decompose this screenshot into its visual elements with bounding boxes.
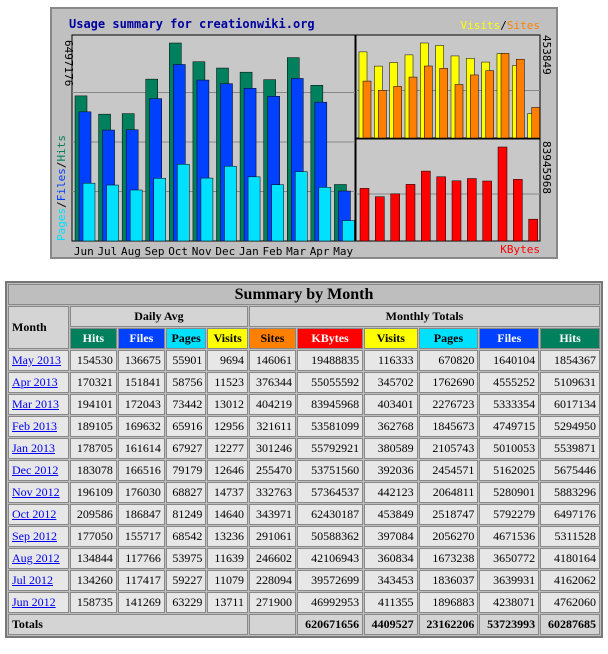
table-row <box>8 372 600 393</box>
legend-hits: Hits <box>55 135 68 162</box>
value-cell: 291061 <box>249 526 296 547</box>
value-cell: 68542 <box>166 526 207 547</box>
value-cell: 1854367 <box>540 350 600 371</box>
value-cell: 392036 <box>364 460 417 481</box>
bar-pages-mar <box>295 172 307 241</box>
value-cell: 4555252 <box>479 372 539 393</box>
total-cell: 620671656 <box>297 614 363 635</box>
legend-separator: / <box>500 19 507 32</box>
table-row <box>8 460 600 481</box>
value-cell: 4749715 <box>479 416 539 437</box>
monthly-col-kbytes: KBytes <box>297 328 363 349</box>
daily-avg-header: Daily Avg <box>70 306 248 327</box>
hits-files-pages-plot <box>72 35 355 257</box>
value-cell: 46992953 <box>297 592 363 613</box>
value-cell: 1845673 <box>419 416 479 437</box>
table-row <box>8 504 600 525</box>
value-cell: 4671536 <box>479 526 539 547</box>
value-cell: 117766 <box>118 548 165 569</box>
value-cell: 1896883 <box>419 592 479 613</box>
left-max-label: 6497176 <box>62 40 75 87</box>
value-cell: 246602 <box>249 548 296 569</box>
value-cell: 4180164 <box>540 548 600 569</box>
bar-kbytes-apr <box>513 179 522 241</box>
value-cell: 59227 <box>166 570 207 591</box>
value-cell: 154530 <box>70 350 117 371</box>
value-cell: 196109 <box>70 482 117 503</box>
month-link[interactable]: May 2013 <box>12 353 61 367</box>
month-link[interactable]: Apr 2013 <box>12 375 58 389</box>
month-link[interactable]: Feb 2013 <box>12 419 57 433</box>
bar-kbytes-nov <box>437 177 446 241</box>
monthly-col-visits: Visits <box>364 328 417 349</box>
value-cell: 146061 <box>249 350 296 371</box>
table-row <box>8 548 600 569</box>
value-cell: 3639931 <box>479 570 539 591</box>
legend-hits-files-pages <box>55 135 68 241</box>
value-cell: 83945968 <box>297 394 363 415</box>
value-cell: 5010053 <box>479 438 539 459</box>
value-cell: 183078 <box>70 460 117 481</box>
bar-kbytes-jan <box>467 179 476 241</box>
value-cell: 116333 <box>364 350 417 371</box>
x-tick-may: May <box>333 245 354 257</box>
value-cell: 42106943 <box>297 548 363 569</box>
bar-sites-jul <box>378 90 386 138</box>
value-cell: 166516 <box>118 460 165 481</box>
value-cell: 55901 <box>166 350 207 371</box>
bar-sites-jan <box>470 75 478 138</box>
value-cell: 14640 <box>207 504 248 525</box>
value-cell: 321611 <box>249 416 296 437</box>
bar-pages-jun <box>83 183 95 241</box>
value-cell: 5883296 <box>540 482 600 503</box>
value-cell: 5294950 <box>540 416 600 437</box>
value-cell: 5792279 <box>479 504 539 525</box>
month-cell <box>8 372 69 393</box>
legend-kbytes: KBytes <box>500 243 540 256</box>
value-cell: 301246 <box>249 438 296 459</box>
kbytes-max-label: 83945968 <box>540 141 553 194</box>
value-cell: 1673238 <box>419 548 479 569</box>
value-cell: 1640104 <box>479 350 539 371</box>
bar-sites-may <box>532 107 540 138</box>
value-cell: 161614 <box>118 438 165 459</box>
x-tick-jun: Jun <box>73 245 94 257</box>
bar-sites-jun <box>363 81 371 138</box>
table-row <box>8 592 600 613</box>
value-cell: 4238071 <box>479 592 539 613</box>
value-cell: 79179 <box>166 460 207 481</box>
x-tick-nov: Nov <box>191 245 212 257</box>
bar-pages-jan <box>248 177 260 241</box>
month-cell <box>8 394 69 415</box>
legend-visits-sites <box>461 19 541 32</box>
value-cell: 170321 <box>70 372 117 393</box>
bar-kbytes-oct <box>421 171 430 241</box>
monthly-col-pages: Pages <box>419 328 479 349</box>
bar-kbytes-dec <box>452 181 461 241</box>
summary-table-wrap <box>5 281 603 638</box>
value-cell: 186847 <box>118 504 165 525</box>
value-cell: 404219 <box>249 394 296 415</box>
x-tick-jan: Jan <box>238 245 259 257</box>
bar-pages-may <box>342 221 354 241</box>
month-link[interactable]: Jul 2012 <box>12 573 54 587</box>
value-cell: 209586 <box>70 504 117 525</box>
bar-kbytes-mar <box>498 147 507 241</box>
bar-sites-aug <box>394 86 402 138</box>
value-cell: 67927 <box>166 438 207 459</box>
value-cell: 141269 <box>118 592 165 613</box>
value-cell: 2064811 <box>419 482 479 503</box>
value-cell: 9694 <box>207 350 248 371</box>
table-row <box>8 482 600 503</box>
legend-sites: Sites <box>506 19 540 32</box>
value-cell: 172043 <box>118 394 165 415</box>
value-cell: 176030 <box>118 482 165 503</box>
bar-sites-dec <box>455 85 463 138</box>
value-cell: 55055592 <box>297 372 363 393</box>
value-cell: 55792921 <box>297 438 363 459</box>
bar-pages-jul <box>107 185 119 241</box>
total-cell: 60287685 <box>540 614 600 635</box>
value-cell: 5162025 <box>479 460 539 481</box>
month-cell <box>8 526 69 547</box>
value-cell: 271900 <box>249 592 296 613</box>
x-tick-feb: Feb <box>262 245 283 257</box>
value-cell: 13236 <box>207 526 248 547</box>
value-cell: 3650772 <box>479 548 539 569</box>
x-tick-jul: Jul <box>97 245 118 257</box>
value-cell: 39572699 <box>297 570 363 591</box>
month-cell <box>8 548 69 569</box>
value-cell: 4162062 <box>540 570 600 591</box>
value-cell: 136675 <box>118 350 165 371</box>
totals-row <box>8 614 600 635</box>
totals-sites-blank <box>249 614 296 635</box>
value-cell: 134260 <box>70 570 117 591</box>
table-row <box>8 570 600 591</box>
value-cell: 12277 <box>207 438 248 459</box>
value-cell: 158735 <box>70 592 117 613</box>
x-tick-dec: Dec <box>215 245 236 257</box>
month-link[interactable]: Oct 2012 <box>12 507 57 521</box>
value-cell: 117417 <box>118 570 165 591</box>
value-cell: 376344 <box>249 372 296 393</box>
value-cell: 134844 <box>70 548 117 569</box>
month-link[interactable]: Aug 2012 <box>12 551 60 565</box>
value-cell: 403401 <box>364 394 417 415</box>
daily-col-pages: Pages <box>166 328 207 349</box>
value-cell: 11523 <box>207 372 248 393</box>
bar-pages-sep <box>154 178 166 241</box>
value-cell: 670820 <box>419 350 479 371</box>
daily-col-visits: Visits <box>207 328 248 349</box>
value-cell: 63229 <box>166 592 207 613</box>
value-cell: 11079 <box>207 570 248 591</box>
value-cell: 1762690 <box>419 372 479 393</box>
value-cell: 5280901 <box>479 482 539 503</box>
bar-kbytes-may <box>529 219 538 241</box>
bar-kbytes-jul <box>375 197 384 241</box>
total-cell: 53723993 <box>479 614 539 635</box>
legend-pages: Pages <box>55 207 68 241</box>
table-row <box>8 526 600 547</box>
month-cell <box>8 350 69 371</box>
value-cell: 65916 <box>166 416 207 437</box>
daily-col-files: Files <box>118 328 165 349</box>
usage-graph <box>52 9 556 257</box>
value-cell: 5311528 <box>540 526 600 547</box>
bar-sites-oct <box>424 66 432 138</box>
value-cell: 1836037 <box>419 570 479 591</box>
monthly-totals-header: Monthly Totals <box>249 306 600 327</box>
usage-graph-panel <box>50 7 558 259</box>
value-cell: 81249 <box>166 504 207 525</box>
value-cell: 6497176 <box>540 504 600 525</box>
totals-label: Totals <box>8 614 248 635</box>
value-cell: 5333354 <box>479 394 539 415</box>
summary-by-month-table <box>5 281 603 638</box>
month-cell <box>8 592 69 613</box>
bar-pages-apr <box>319 187 331 241</box>
value-cell: 14737 <box>207 482 248 503</box>
legend-visits: Visits <box>460 19 501 32</box>
bar-sites-feb <box>486 71 494 138</box>
month-cell <box>8 416 69 437</box>
value-cell: 362768 <box>364 416 417 437</box>
value-cell: 380589 <box>364 438 417 459</box>
value-cell: 12956 <box>207 416 248 437</box>
value-cell: 169632 <box>118 416 165 437</box>
month-link[interactable]: Sep 2012 <box>12 529 57 543</box>
month-cell <box>8 482 69 503</box>
bar-kbytes-feb <box>483 181 492 241</box>
value-cell: 2276723 <box>419 394 479 415</box>
value-cell: 453849 <box>364 504 417 525</box>
value-cell: 57364537 <box>297 482 363 503</box>
value-cell: 2518747 <box>419 504 479 525</box>
month-link[interactable]: Dec 2012 <box>12 463 59 477</box>
value-cell: 343453 <box>364 570 417 591</box>
value-cell: 343971 <box>249 504 296 525</box>
month-cell <box>8 438 69 459</box>
value-cell: 5675446 <box>540 460 600 481</box>
value-cell: 360834 <box>364 548 417 569</box>
summary-body <box>8 350 600 613</box>
value-cell: 13012 <box>207 394 248 415</box>
visits-max-label: 453849 <box>540 35 553 75</box>
x-tick-oct: Oct <box>168 245 189 257</box>
value-cell: 12646 <box>207 460 248 481</box>
monthly-col-files: Files <box>479 328 539 349</box>
bar-pages-dec <box>225 166 237 241</box>
value-cell: 345702 <box>364 372 417 393</box>
value-cell: 151841 <box>118 372 165 393</box>
kbytes-plot <box>356 139 540 241</box>
value-cell: 53975 <box>166 548 207 569</box>
value-cell: 2056270 <box>419 526 479 547</box>
bar-sites-mar <box>501 53 509 138</box>
month-link[interactable]: Nov 2012 <box>12 485 60 499</box>
value-cell: 19488835 <box>297 350 363 371</box>
value-cell: 62430187 <box>297 504 363 525</box>
daily-col-hits: Hits <box>70 328 117 349</box>
month-link[interactable]: Jun 2012 <box>12 595 56 609</box>
x-tick-sep: Sep <box>144 245 165 257</box>
month-cell <box>8 504 69 525</box>
graph-title: Usage summary for creationwiki.org <box>69 17 315 31</box>
table-row <box>8 394 600 415</box>
month-header: Month <box>8 306 69 349</box>
legend-files: Files <box>55 168 68 202</box>
value-cell: 5539871 <box>540 438 600 459</box>
monthly-col-hits: Hits <box>540 328 600 349</box>
x-tick-mar: Mar <box>286 245 306 257</box>
value-cell: 50588362 <box>297 526 363 547</box>
monthly-col-sites: Sites <box>249 328 296 349</box>
value-cell: 2454571 <box>419 460 479 481</box>
value-cell: 397084 <box>364 526 417 547</box>
column-header-row <box>8 328 600 349</box>
value-cell: 194101 <box>70 394 117 415</box>
bar-kbytes-sep <box>406 184 415 241</box>
table-title: Summary by Month <box>8 284 600 305</box>
value-cell: 411355 <box>364 592 417 613</box>
legend-sep-1: / <box>55 201 68 208</box>
value-cell: 68827 <box>166 482 207 503</box>
value-cell: 189105 <box>70 416 117 437</box>
x-tick-aug: Aug <box>121 245 141 257</box>
bar-pages-oct <box>177 164 189 241</box>
legend-sep-2: / <box>55 161 68 169</box>
month-link[interactable]: Mar 2013 <box>12 397 59 411</box>
value-cell: 5109631 <box>540 372 600 393</box>
table-row <box>8 416 600 437</box>
total-cell: 23162206 <box>419 614 479 635</box>
value-cell: 53581099 <box>297 416 363 437</box>
value-cell: 13711 <box>207 592 248 613</box>
bar-pages-aug <box>130 190 142 241</box>
value-cell: 6017134 <box>540 394 600 415</box>
value-cell: 228094 <box>249 570 296 591</box>
bar-pages-feb <box>272 185 284 241</box>
value-cell: 11639 <box>207 548 248 569</box>
bar-kbytes-jun <box>360 188 369 241</box>
month-cell <box>8 460 69 481</box>
value-cell: 332763 <box>249 482 296 503</box>
bar-sites-apr <box>516 59 524 138</box>
value-cell: 2105743 <box>419 438 479 459</box>
month-link[interactable]: Jan 2013 <box>12 441 55 455</box>
value-cell: 178705 <box>70 438 117 459</box>
table-row <box>8 350 600 371</box>
bar-kbytes-aug <box>391 194 400 241</box>
month-cell <box>8 570 69 591</box>
total-cell: 4409527 <box>364 614 417 635</box>
value-cell: 255470 <box>249 460 296 481</box>
value-cell: 4762060 <box>540 592 600 613</box>
bar-sites-nov <box>440 68 448 138</box>
value-cell: 53751560 <box>297 460 363 481</box>
bar-pages-nov <box>201 178 213 241</box>
visits-sites-plot <box>356 35 540 138</box>
value-cell: 155717 <box>118 526 165 547</box>
value-cell: 58756 <box>166 372 207 393</box>
value-cell: 442123 <box>364 482 417 503</box>
x-tick-apr: Apr <box>309 245 330 257</box>
value-cell: 177050 <box>70 526 117 547</box>
table-row <box>8 438 600 459</box>
bar-sites-sep <box>409 77 417 138</box>
value-cell: 73442 <box>166 394 207 415</box>
